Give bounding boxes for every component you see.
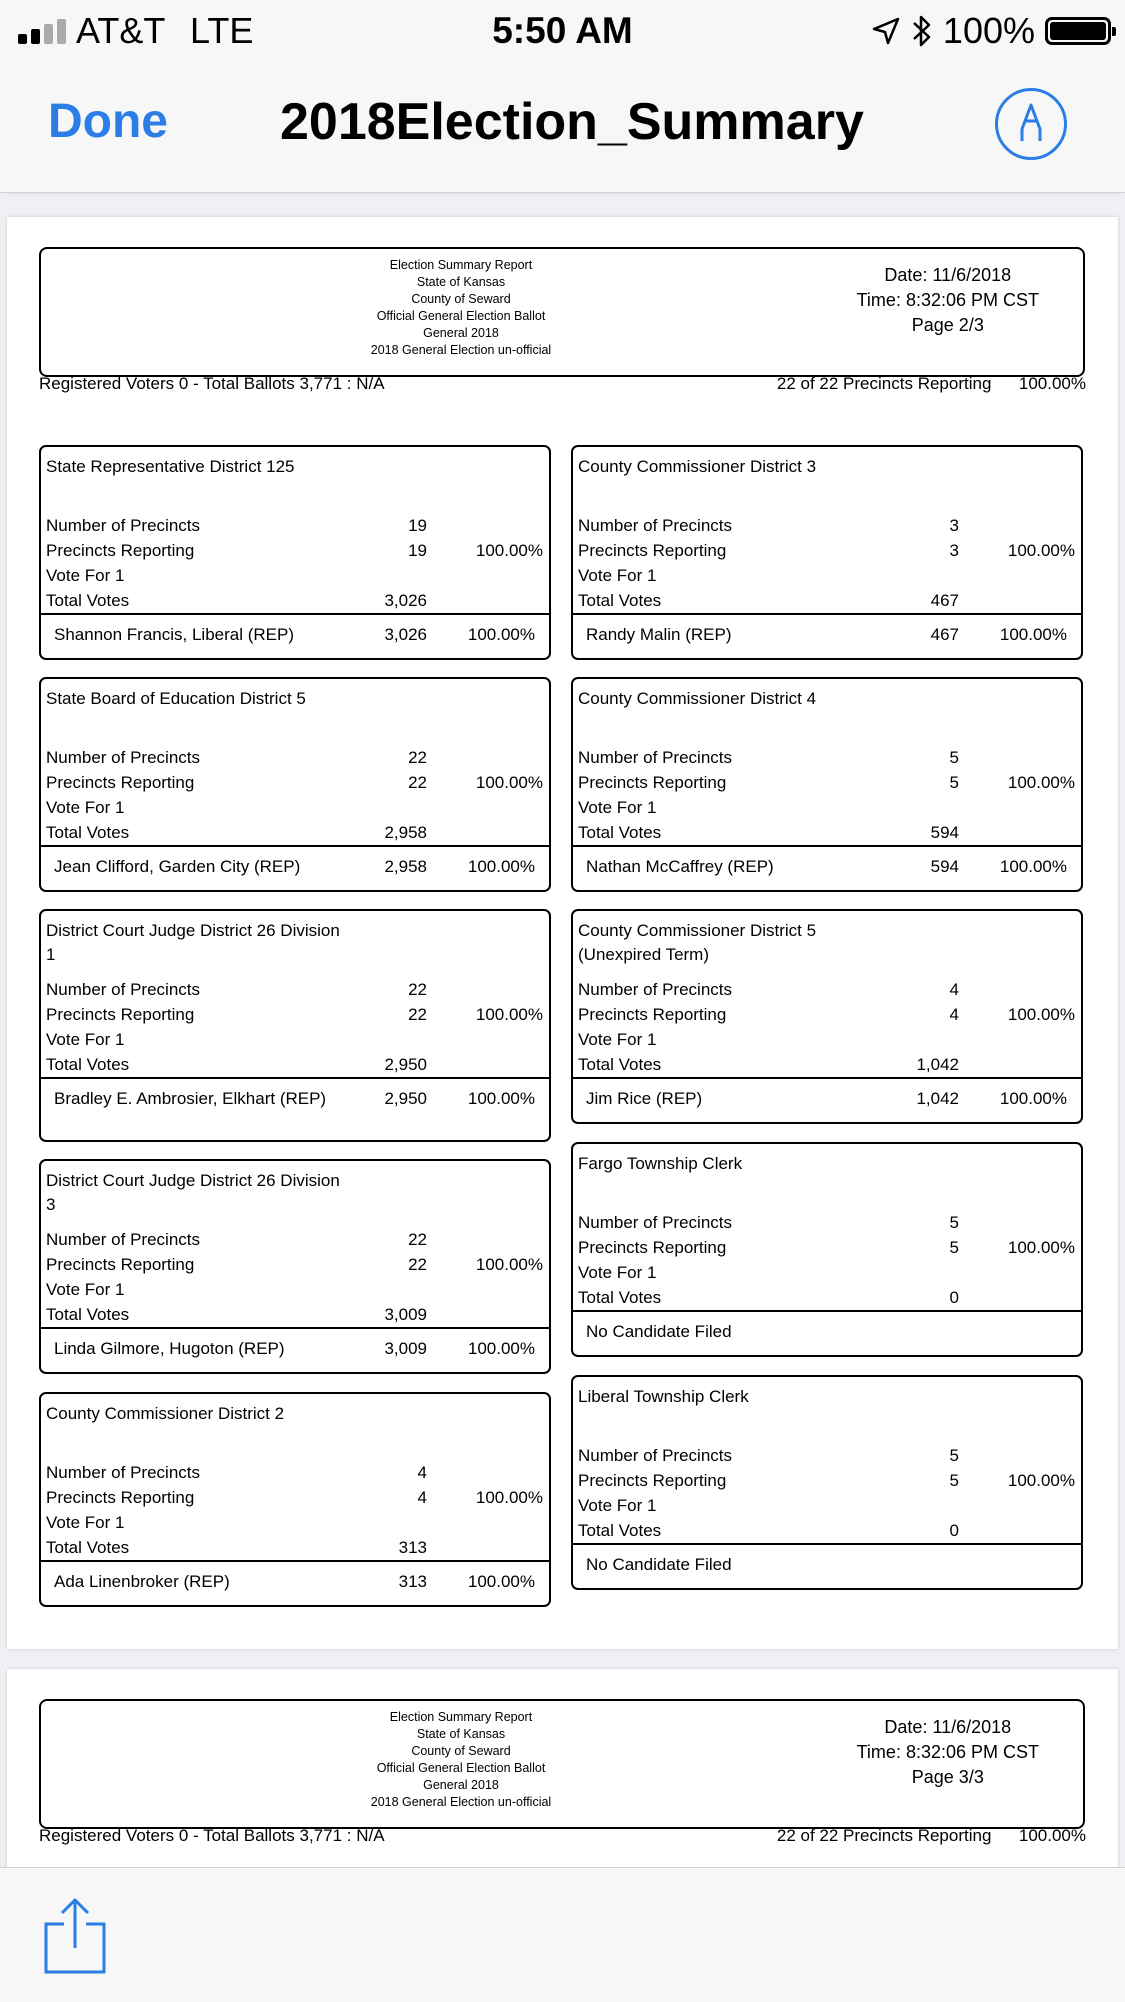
- row-label: Vote For 1: [46, 1280, 125, 1299]
- row-label: Precincts Reporting: [578, 541, 727, 560]
- row-label: Vote For 1: [46, 1513, 125, 1532]
- markup-pen-icon[interactable]: [995, 88, 1067, 160]
- candidate-percent: 100.00%: [467, 625, 535, 644]
- candidate-percent: 100.00%: [467, 1089, 535, 1108]
- network-type: LTE: [190, 10, 254, 51]
- precincts-reporting-row: [578, 538, 1081, 563]
- divider: [41, 1077, 549, 1079]
- candidate-name: Shannon Francis, Liberal (REP): [54, 625, 295, 644]
- number-of-precincts-row: [578, 977, 1081, 1002]
- precincts-reporting-pct: 100.00%: [1018, 374, 1086, 393]
- row-percent: 100.00%: [475, 1488, 543, 1507]
- contest-box: [571, 1375, 1083, 1590]
- precincts-reporting-row: [46, 770, 549, 795]
- row-value: 5: [949, 748, 959, 767]
- number-of-precincts-row: [578, 1443, 1081, 1468]
- candidate-name: Bradley E. Ambrosier, Elkhart (REP): [54, 1089, 327, 1108]
- contest-box: [571, 1142, 1083, 1357]
- row-label: Precincts Reporting: [46, 773, 195, 792]
- total-votes-row: [578, 1285, 1081, 1310]
- row-label: Number of Precincts: [46, 1230, 200, 1249]
- number-of-precincts-row: [46, 1227, 549, 1252]
- divider: [573, 613, 1081, 615]
- row-value: 22: [408, 773, 427, 792]
- total-votes-row: [578, 588, 1081, 613]
- header-line: Official General Election Ballot: [376, 1761, 546, 1775]
- navigation-bar: [0, 62, 1125, 193]
- row-value: 594: [930, 823, 959, 842]
- row-value: 467: [930, 591, 959, 610]
- header-line: State of Kansas: [416, 275, 506, 289]
- row-label: Number of Precincts: [46, 748, 200, 767]
- row-label: Number of Precincts: [578, 748, 732, 767]
- row-label: Precincts Reporting: [46, 1488, 195, 1507]
- row-value: 22: [408, 1230, 427, 1249]
- row-label: Precincts Reporting: [46, 1005, 195, 1024]
- row-value: 3: [949, 541, 959, 560]
- precincts-reporting-pct: 100.00%: [1018, 1826, 1086, 1845]
- row-label: Total Votes: [46, 1538, 130, 1557]
- total-votes-row: [578, 1052, 1081, 1077]
- header-line: General 2018: [423, 1778, 499, 1792]
- row-label: Total Votes: [578, 1055, 662, 1074]
- precincts-reporting-row: [578, 1235, 1081, 1260]
- vote-for-row: [46, 563, 549, 588]
- row-value: 4: [949, 980, 959, 999]
- contest-box: [571, 677, 1083, 892]
- vote-for-row: [46, 1027, 549, 1052]
- row-label: Vote For 1: [578, 1030, 657, 1049]
- divider: [41, 1327, 549, 1329]
- precincts-reporting-line: [777, 1826, 1086, 1846]
- row-value: 22: [408, 748, 427, 767]
- row-label: Total Votes: [46, 1305, 130, 1324]
- total-votes-row: [46, 1302, 549, 1327]
- contest-title: Liberal Township Clerk: [578, 1387, 749, 1406]
- header-line: Election Summary Report: [389, 258, 533, 272]
- row-label: Precincts Reporting: [578, 1471, 727, 1490]
- report-date-block: [857, 263, 1039, 338]
- row-label: Total Votes: [46, 591, 130, 610]
- contest-title: State Representative District 125: [46, 457, 295, 476]
- candidate-votes: 467: [930, 625, 959, 644]
- contest-box: [39, 1159, 551, 1374]
- report-header: [39, 247, 1085, 377]
- header-line: General 2018: [423, 326, 499, 340]
- candidate-name: Randy Malin (REP): [586, 625, 732, 644]
- precincts-reporting-text: 22 of 22 Precincts Reporting: [776, 374, 992, 393]
- row-label: Number of Precincts: [46, 516, 200, 535]
- registered-voters-line: Registered Voters 0 - Total Ballots 3,771 : N/A: [39, 1826, 385, 1845]
- report-header-lines: [41, 257, 881, 359]
- row-value: 19: [408, 516, 427, 535]
- bluetooth-icon: [911, 13, 933, 49]
- total-votes-row: [46, 1535, 549, 1560]
- row-value: 2,958: [384, 823, 427, 842]
- vote-for-row: [578, 1027, 1081, 1052]
- header-line: State of Kansas: [416, 1727, 506, 1741]
- candidate-votes: 3,009: [384, 1339, 427, 1358]
- report-time: Time: 8:32:06 PM CST: [856, 1742, 1039, 1762]
- location-arrow-icon: [871, 16, 901, 46]
- report-header: [39, 1699, 1085, 1829]
- candidate-name: Ada Linenbroker (REP): [54, 1572, 230, 1591]
- row-value: 4: [417, 1488, 427, 1507]
- row-value: 22: [408, 1005, 427, 1024]
- row-percent: 100.00%: [475, 1255, 543, 1274]
- candidate-percent: 100.00%: [467, 857, 535, 876]
- row-label: Number of Precincts: [578, 1213, 732, 1232]
- candidate-votes: 313: [398, 1572, 427, 1591]
- header-line: 2018 General Election un-official: [370, 1795, 552, 1809]
- divider: [573, 845, 1081, 847]
- candidate-percent: 100.00%: [467, 1572, 535, 1591]
- contest-box: [39, 445, 551, 660]
- contest-box: [571, 909, 1083, 1124]
- contest-box: [39, 677, 551, 892]
- clock: 5:50 AM: [492, 10, 633, 51]
- row-value: 5: [949, 773, 959, 792]
- page-number: Page 3/3: [911, 1767, 984, 1787]
- vote-for-row: [578, 1260, 1081, 1285]
- contest-box: [39, 909, 551, 1142]
- precincts-reporting-row: [46, 1252, 549, 1277]
- vote-for-row: [578, 1493, 1081, 1518]
- row-label: Vote For 1: [578, 798, 657, 817]
- candidate-name: No Candidate Filed: [586, 1555, 732, 1574]
- row-percent: 100.00%: [475, 773, 543, 792]
- row-label: Precincts Reporting: [46, 1255, 195, 1274]
- share-icon[interactable]: [40, 1896, 110, 1976]
- number-of-precincts-row: [46, 1460, 549, 1485]
- row-percent: 100.00%: [475, 1005, 543, 1024]
- row-label: Vote For 1: [46, 1030, 125, 1049]
- row-percent: 100.00%: [1007, 541, 1075, 560]
- candidate-votes: 3,026: [384, 625, 427, 644]
- header-line: County of Seward: [411, 292, 511, 306]
- row-value: 4: [417, 1463, 427, 1482]
- header-line: County of Seward: [411, 1744, 511, 1758]
- row-label: Total Votes: [578, 1521, 662, 1540]
- row-label: Precincts Reporting: [578, 1005, 727, 1024]
- contest-title: State Board of Education District 5: [46, 689, 306, 708]
- number-of-precincts-row: [578, 513, 1081, 538]
- precincts-reporting-row: [46, 1485, 549, 1510]
- page-number: Page 2/3: [911, 315, 984, 335]
- candidate-name: Nathan McCaffrey (REP): [586, 857, 774, 876]
- number-of-precincts-row: [578, 745, 1081, 770]
- vote-for-row: [578, 563, 1081, 588]
- number-of-precincts-row: [46, 513, 549, 538]
- battery-icon: [1045, 17, 1111, 45]
- contest-box: [571, 445, 1083, 660]
- row-label: Total Votes: [578, 823, 662, 842]
- vote-for-row: [46, 1277, 549, 1302]
- row-label: Total Votes: [578, 1288, 662, 1307]
- row-label: Vote For 1: [46, 566, 125, 585]
- candidate-percent: 100.00%: [999, 625, 1067, 644]
- candidate-votes: 2,958: [384, 857, 427, 876]
- row-percent: 100.00%: [1007, 1005, 1075, 1024]
- row-value: 313: [398, 1538, 427, 1557]
- row-label: Total Votes: [46, 823, 130, 842]
- row-label: Total Votes: [46, 1055, 130, 1074]
- vote-for-row: [46, 1510, 549, 1535]
- number-of-precincts-row: [46, 977, 549, 1002]
- candidate-percent: 100.00%: [467, 1339, 535, 1358]
- row-value: 2,950: [384, 1055, 427, 1074]
- document-view[interactable]: [0, 193, 1125, 1867]
- contest-title: County Commissioner District 3: [578, 457, 817, 476]
- divider: [41, 1560, 549, 1562]
- precincts-reporting-line: [777, 374, 1086, 394]
- row-label: Total Votes: [578, 591, 662, 610]
- row-value: 5: [949, 1213, 959, 1232]
- bottom-toolbar: [0, 1867, 1125, 2002]
- total-votes-row: [578, 1518, 1081, 1543]
- precincts-reporting-row: [46, 538, 549, 563]
- number-of-precincts-row: [46, 745, 549, 770]
- row-label: Precincts Reporting: [578, 1238, 727, 1257]
- row-value: 0: [949, 1288, 959, 1307]
- report-page-2: [7, 217, 1118, 1649]
- divider: [573, 1543, 1081, 1545]
- contest-title: Fargo Township Clerk: [578, 1154, 743, 1173]
- contest-title: District Court Judge District 26 Division 3: [46, 1171, 340, 1214]
- row-value: 19: [408, 541, 427, 560]
- total-votes-row: [46, 820, 549, 845]
- header-line: Official General Election Ballot: [376, 309, 546, 323]
- candidate-votes: 1,042: [916, 1089, 959, 1108]
- divider: [41, 845, 549, 847]
- carrier-name: AT&T: [76, 10, 166, 51]
- precincts-reporting-row: [46, 1002, 549, 1027]
- precincts-reporting-row: [578, 1468, 1081, 1493]
- candidate-name: Jim Rice (REP): [586, 1089, 703, 1108]
- row-percent: 100.00%: [1007, 1238, 1075, 1257]
- report-header-lines: [41, 1709, 881, 1811]
- row-value: 5: [949, 1471, 959, 1490]
- status-bar: [0, 0, 1125, 62]
- contest-title: District Court Judge District 26 Division 1: [46, 921, 340, 964]
- precincts-reporting-row: [578, 770, 1081, 795]
- row-label: Vote For 1: [578, 1496, 657, 1515]
- row-value: 5: [949, 1238, 959, 1257]
- contest-title: County Commissioner District 2: [46, 1404, 285, 1423]
- row-label: Number of Precincts: [578, 516, 732, 535]
- row-value: 3,009: [384, 1305, 427, 1324]
- row-label: Vote For 1: [578, 1263, 657, 1282]
- row-value: 22: [408, 980, 427, 999]
- total-votes-row: [578, 820, 1081, 845]
- vote-for-row: [578, 795, 1081, 820]
- row-label: Number of Precincts: [46, 1463, 200, 1482]
- row-value: 22: [408, 1255, 427, 1274]
- row-value: 3: [949, 516, 959, 535]
- header-line: 2018 General Election un-official: [370, 343, 552, 357]
- precincts-reporting-row: [578, 1002, 1081, 1027]
- row-value: 5: [949, 1446, 959, 1465]
- header-line: Election Summary Report: [389, 1710, 533, 1724]
- vote-for-row: [46, 795, 549, 820]
- status-right: [871, 8, 1111, 54]
- row-value: 1,042: [916, 1055, 959, 1074]
- candidate-percent: 100.00%: [999, 1089, 1067, 1108]
- report-time: Time: 8:32:06 PM CST: [856, 290, 1039, 310]
- row-label: Number of Precincts: [578, 980, 732, 999]
- row-label: Vote For 1: [46, 798, 125, 817]
- divider: [573, 1077, 1081, 1079]
- number-of-precincts-row: [578, 1210, 1081, 1235]
- row-value: 0: [949, 1521, 959, 1540]
- candidate-name: Linda Gilmore, Hugoton (REP): [54, 1339, 285, 1358]
- row-percent: 100.00%: [1007, 773, 1075, 792]
- total-votes-row: [46, 588, 549, 613]
- report-page-3: [7, 1669, 1118, 1867]
- contest-box: [39, 1392, 551, 1607]
- report-date: Date: 11/6/2018: [884, 265, 1012, 285]
- candidate-percent: 100.00%: [999, 857, 1067, 876]
- document-title: 2018Election_Summary: [280, 93, 864, 151]
- precincts-reporting-text: 22 of 22 Precincts Reporting: [776, 1826, 992, 1845]
- row-label: Precincts Reporting: [46, 541, 195, 560]
- contest-title: County Commissioner District 5 (Unexpired Term): [578, 921, 817, 964]
- total-votes-row: [46, 1052, 549, 1077]
- candidate-name: No Candidate Filed: [586, 1322, 732, 1341]
- divider: [573, 1310, 1081, 1312]
- candidate-name: Jean Clifford, Garden City (REP): [54, 857, 301, 876]
- report-date: Date: 11/6/2018: [884, 1717, 1012, 1737]
- row-label: Vote For 1: [578, 566, 657, 585]
- contest-title: County Commissioner District 4: [578, 689, 817, 708]
- candidate-votes: 594: [930, 857, 959, 876]
- report-date-block: [857, 1715, 1039, 1790]
- done-button[interactable]: Done: [48, 95, 168, 148]
- row-label: Number of Precincts: [578, 1446, 732, 1465]
- battery-percent: 100%: [942, 10, 1035, 51]
- row-percent: 100.00%: [1007, 1471, 1075, 1490]
- row-value: 4: [949, 1005, 959, 1024]
- row-label: Precincts Reporting: [578, 773, 727, 792]
- row-value: 3,026: [384, 591, 427, 610]
- divider: [41, 613, 549, 615]
- row-label: Number of Precincts: [46, 980, 200, 999]
- registered-voters-line: Registered Voters 0 - Total Ballots 3,771 : N/A: [39, 374, 385, 393]
- candidate-votes: 2,950: [384, 1089, 427, 1108]
- row-percent: 100.00%: [475, 541, 543, 560]
